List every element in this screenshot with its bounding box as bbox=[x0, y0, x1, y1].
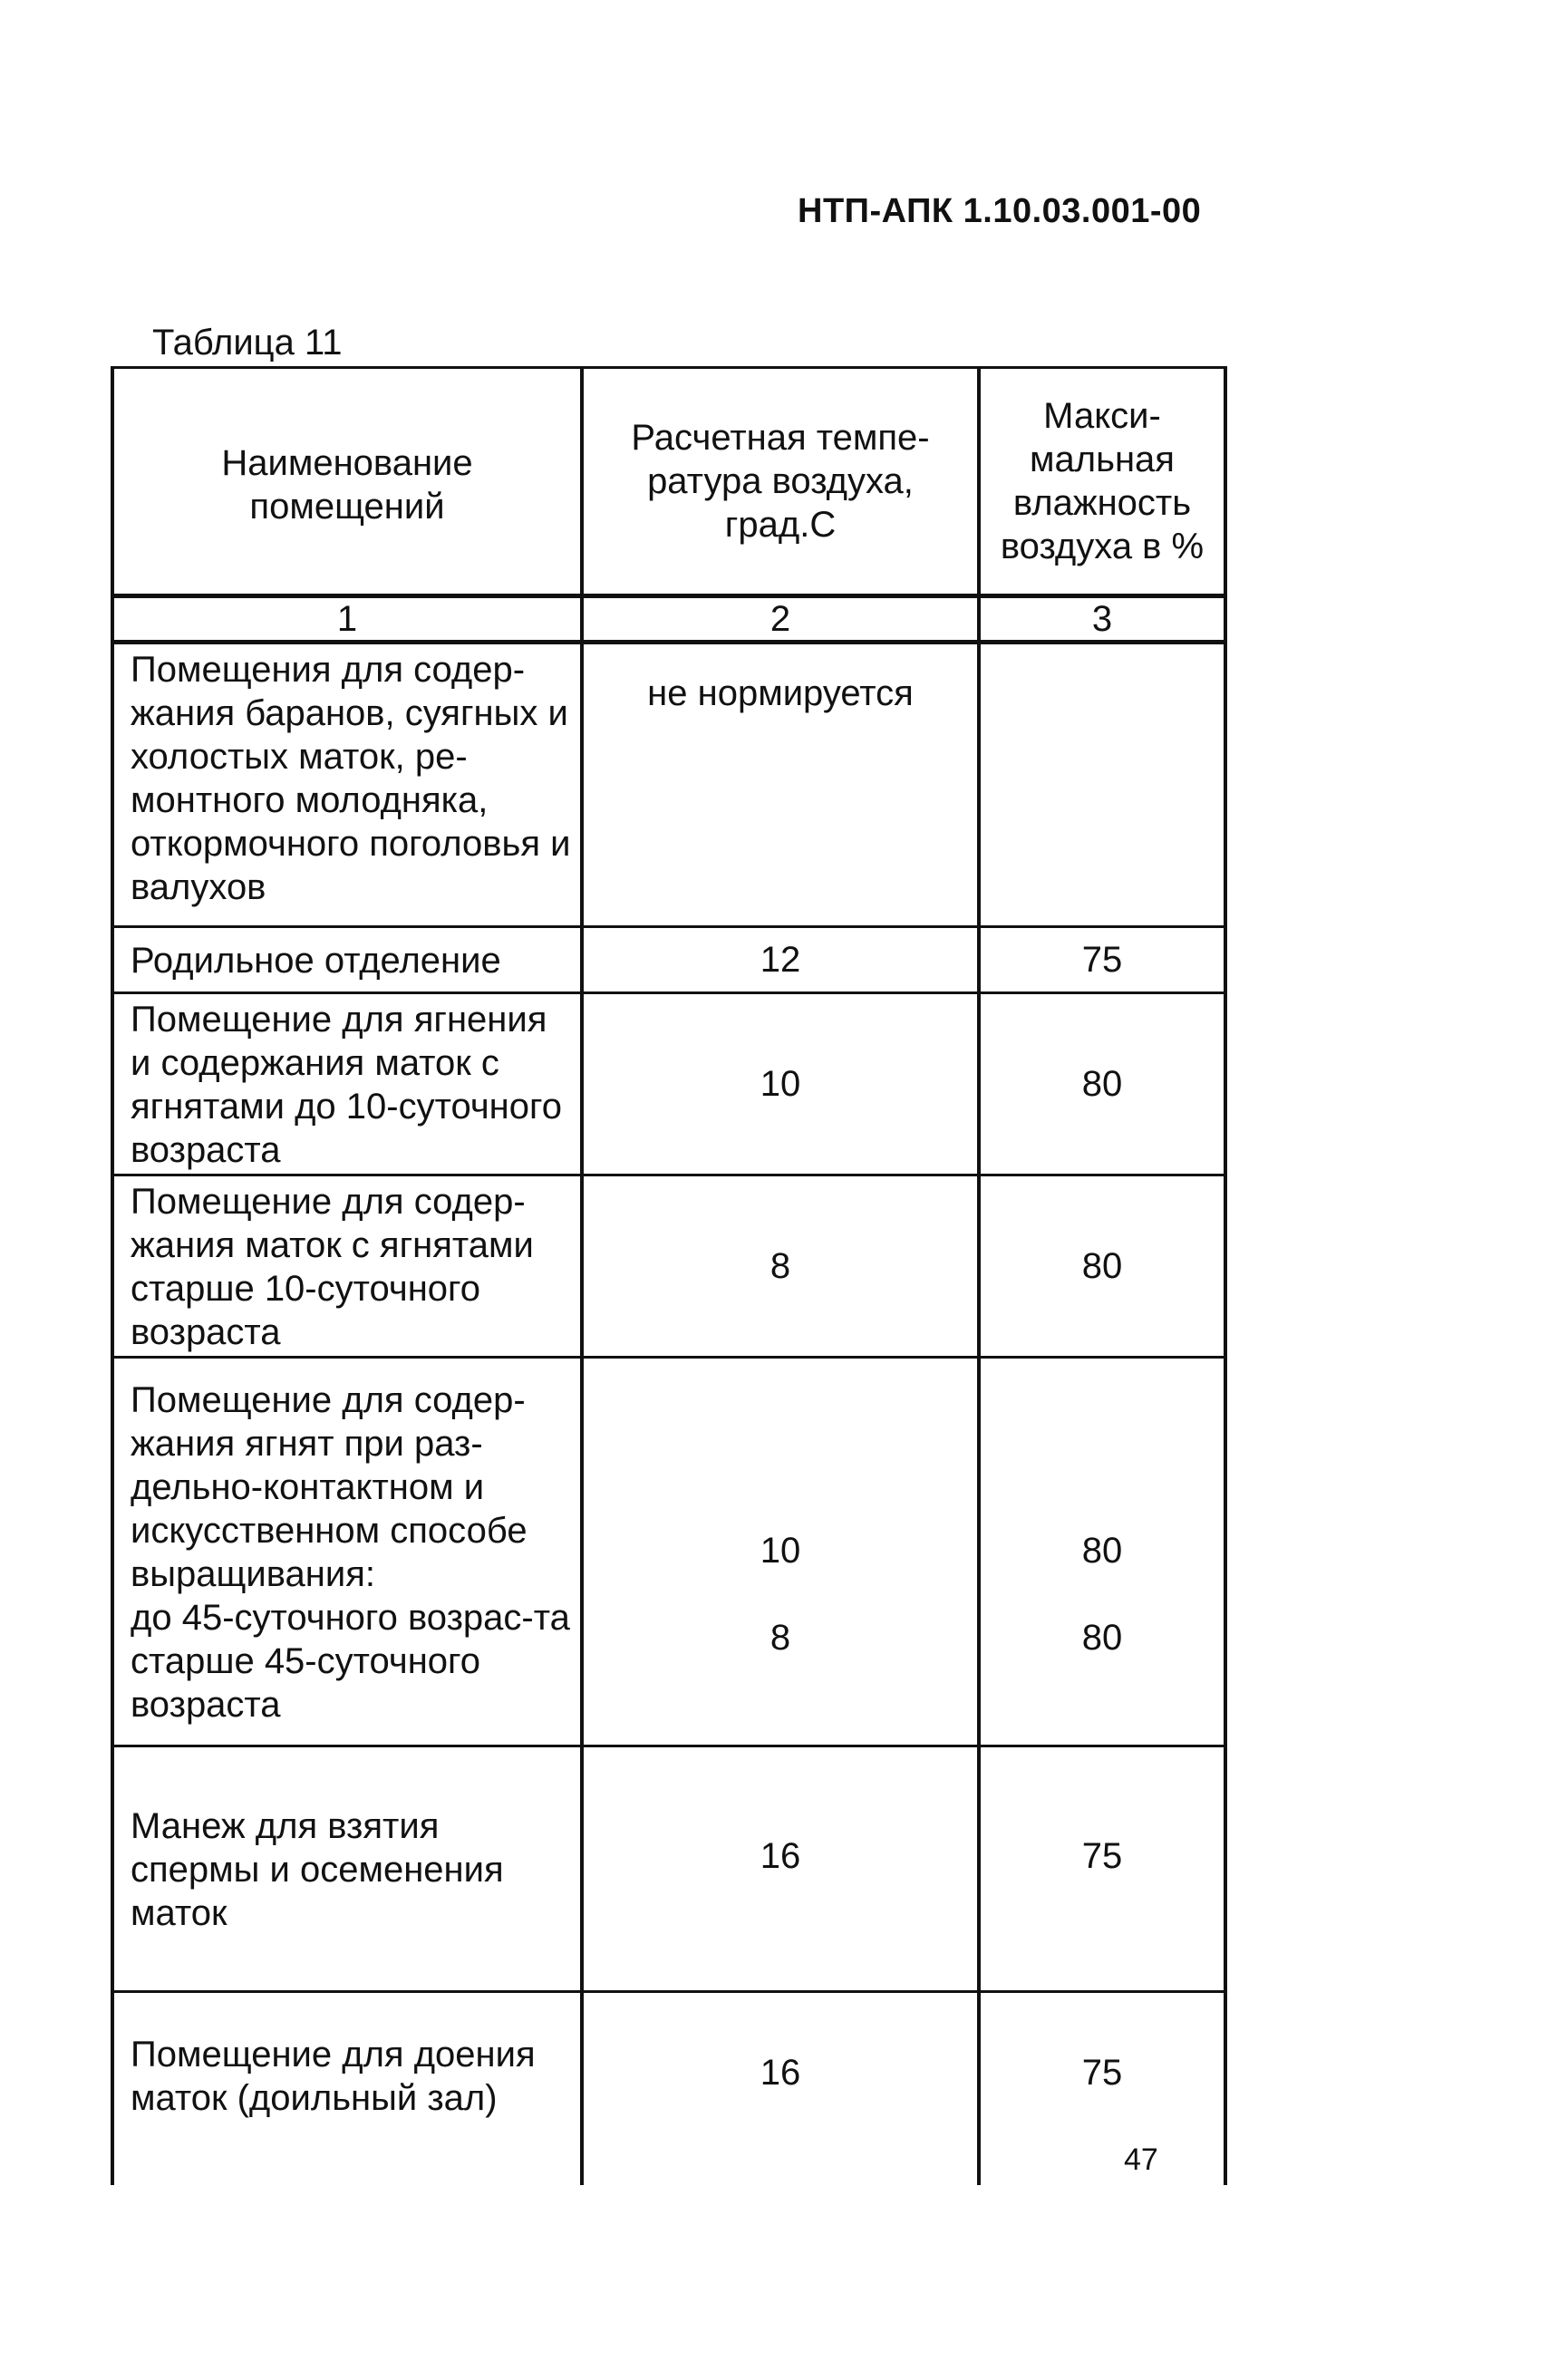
humidity-value: 75 bbox=[979, 927, 1225, 993]
table-header-row bbox=[112, 368, 1225, 596]
room-name: Помещение для ягнения и содержания маток с ягнятами до 10-суточного возраста bbox=[112, 993, 582, 1175]
page-number: 47 bbox=[1124, 2142, 1158, 2177]
humidity-value: 80 bbox=[979, 1175, 1225, 1358]
humidity-cell bbox=[979, 1358, 1225, 1746]
temperature-value: 16 bbox=[582, 1746, 979, 1992]
room-name-group bbox=[112, 1358, 582, 1746]
room-subitem: старше 45-суточного возраста bbox=[131, 1641, 480, 1725]
room-name: Манеж для взятия спермы и осеменения маток bbox=[112, 1746, 582, 1992]
room-name: Помещение для доения маток (доильный зал) bbox=[112, 1992, 582, 2186]
table-row bbox=[112, 1992, 1225, 2186]
table-row bbox=[112, 1746, 1225, 1992]
humidity-value: 80 bbox=[979, 993, 1225, 1175]
temperature-value: 16 bbox=[582, 1992, 979, 2186]
column-number: 3 bbox=[979, 596, 1225, 643]
temperature-value: 8 bbox=[769, 1618, 791, 1658]
humidity-value bbox=[979, 643, 1225, 927]
temperature-value: 12 bbox=[582, 927, 979, 993]
humidity-value: 75 bbox=[979, 1992, 1225, 2186]
table-row bbox=[112, 1175, 1225, 1358]
room-name: Помещения для содер-жания баранов, суягных и холостых маток, ре-монтного молодняка, откормочного поголовья и валухов bbox=[112, 643, 582, 927]
temperature-value: 10 bbox=[582, 993, 979, 1175]
temperature-cell bbox=[582, 1358, 979, 1746]
table-row bbox=[112, 643, 1225, 927]
table-caption: Таблица 11 bbox=[152, 323, 343, 363]
humidity-value: 80 bbox=[1081, 1531, 1123, 1571]
temperature-value: не нормируется bbox=[582, 643, 979, 927]
data-table bbox=[111, 366, 1224, 2185]
humidity-value: 80 bbox=[1081, 1618, 1123, 1658]
room-name: Родильное отделение bbox=[112, 927, 582, 993]
table-row bbox=[112, 993, 1225, 1175]
column-number: 1 bbox=[112, 596, 582, 643]
humidity-value: 75 bbox=[979, 1746, 1225, 1992]
room-name: Помещение для содер-жания ягнят при раз-дельно-контактном и искусственном способе выращивания: bbox=[131, 1380, 528, 1594]
temperature-value: 10 bbox=[760, 1531, 801, 1571]
room-subitem: до 45-суточного возрас-та bbox=[131, 1598, 570, 1638]
column-number-row bbox=[112, 596, 1225, 643]
table-row bbox=[112, 927, 1225, 993]
room-name: Помещение для содер-жания маток с ягнятами старше 10-суточного возраста bbox=[112, 1175, 582, 1358]
column-header-name: Наименование помещений bbox=[112, 368, 582, 596]
column-header-temperature: Расчетная темпе-ратура воздуха, град.С bbox=[582, 368, 979, 596]
temperature-value: 8 bbox=[582, 1175, 979, 1358]
column-number: 2 bbox=[582, 596, 979, 643]
document-code: НТП-АПК 1.10.03.001-00 bbox=[798, 192, 1202, 230]
table-row bbox=[112, 1358, 1225, 1746]
column-header-humidity: Макси-мальная влажность воздуха в % bbox=[979, 368, 1225, 596]
